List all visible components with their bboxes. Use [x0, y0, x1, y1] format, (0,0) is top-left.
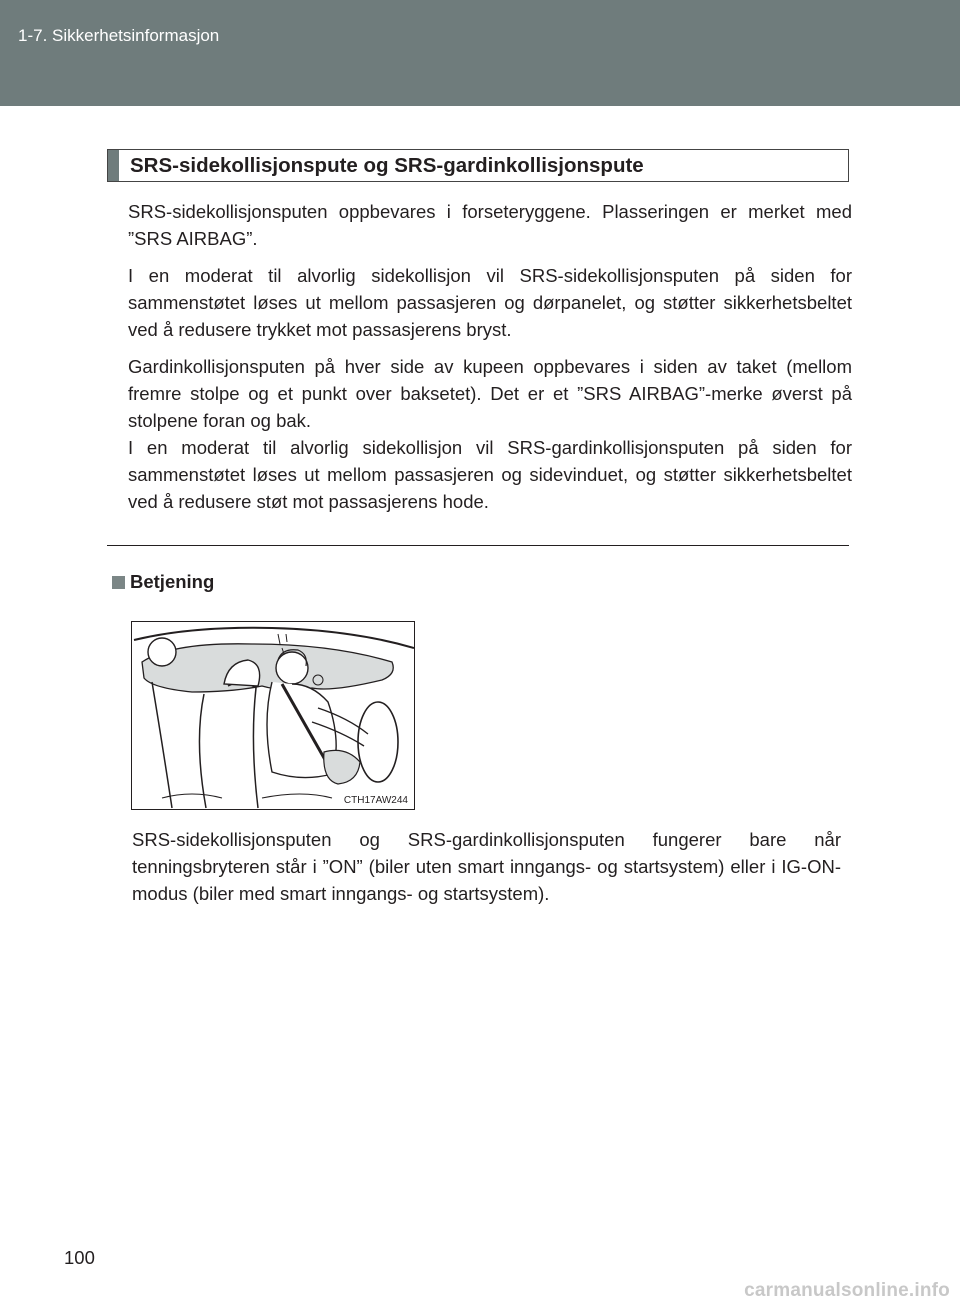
image-code-label: CTH17AW244: [343, 795, 408, 806]
paragraph-curtain-airbag-location: Gardinkollisjonsputen på hver side av kupeen oppbevares i siden av taket (mellom fremre stolpe og et punkt over baksetet). Det er et ”SRS AIRBAG”-merke øverst på stolpene foran og bak.: [128, 356, 852, 431]
paragraph-side-airbag-function: I en moderat til alvorlig sidekollisjon vil SRS-sidekollisjonsputen på siden for sammenstøtet løses ut mellom passasjeren og dørpanelet, og støtter sikkerhetsbeltet ved å redusere trykket mot passasjerens bryst.: [128, 265, 852, 340]
subsection-heading: [112, 571, 214, 593]
section-heading-box: [107, 149, 849, 182]
section-title: SRS-sidekollisjonspute og SRS-gardinkollisjonspute: [130, 154, 644, 177]
square-bullet-icon: [112, 576, 125, 589]
paragraph-side-airbag-location: SRS-sidekollisjonsputen oppbevares i forseteryggene. Plasseringen er merket med ”SRS AIRBAG”.: [128, 201, 852, 249]
airbag-illustration: [131, 621, 415, 810]
section-divider: [107, 545, 849, 546]
operation-caption: SRS-sidekollisjonsputen og SRS-gardinkollisjonsputen fungerer bare når tenningsbryteren står i ”ON” (biler uten smart inngangs- og startsystem) eller i IG-ON-modus (biler med smart inngangs- og startsystem).: [132, 829, 841, 904]
paragraph-curtain-airbag-function: I en moderat til alvorlig sidekollisjon vil SRS-gardinkollisjonsputen på siden for sammenstøtet løses ut mellom passasjeren og sidevinduet, og støtter sikkerhetsbeltet ved å redusere støt mot passasjerens hode.: [128, 437, 852, 512]
watermark: carmanualsonline.info: [744, 1280, 950, 1301]
airbag-deployment-drawing: [132, 622, 415, 810]
chapter-label: 1-7. Sikkerhetsinformasjon: [18, 26, 220, 45]
header-bar: [0, 0, 960, 106]
page-number: 100: [64, 1247, 95, 1268]
subsection-title: Betjening: [130, 571, 215, 592]
heading-accent-bar: [108, 150, 119, 181]
